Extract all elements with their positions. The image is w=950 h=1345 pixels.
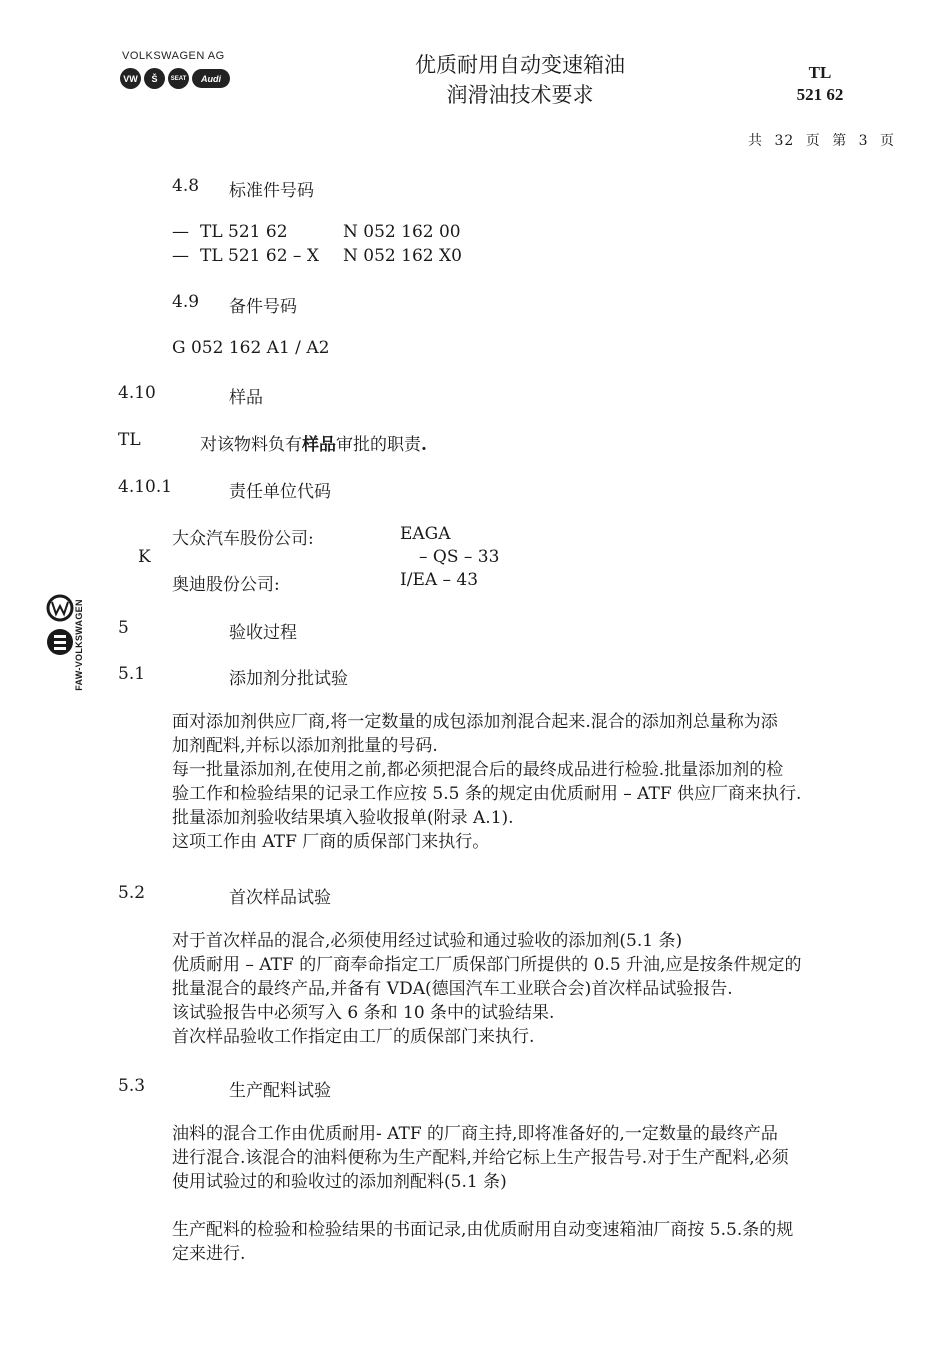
paragraph-line: 批量添加剂验收结果填入验收报单(附录 A.1). [172,808,514,828]
brand-logos [120,68,230,89]
paragraph-line: 验工作和检验结果的记录工作应按 5.5 条的规定由优质耐用 – ATF 供应厂商来执行. [172,784,802,804]
k-label: K [138,547,151,567]
doc-prefix: TL [808,63,832,82]
doc-number: 521 62 [796,85,844,104]
page-unit-1: 页 [805,133,821,149]
spare-part-number: G 052 162 A1 / A2 [172,338,330,358]
standard-code: TL 521 62 [200,222,288,242]
section-5-2-title: 首次样品试验 [229,888,331,908]
paragraph-line: 生产配料的检验和检验结果的书面记录,由优质耐用自动变速箱油厂商按 5.5.条的规 [172,1220,794,1240]
page-unit-2: 页 [880,133,896,149]
paragraph-line: 该试验报告中必须写入 6 条和 10 条中的试验结果. [172,1003,555,1023]
audi-company-code: I/EA – 43 [400,570,479,590]
paragraph-line: 优质耐用 – ATF 的厂商奉命指定工厂质保部门所提供的 0.5 升油,应是按条件规定的 [172,955,802,975]
section-4-10-1-number: 4.10.1 [118,477,173,497]
responsibility-text-bold: 样品 [302,435,336,455]
standard-code: TL 521 62 – X [200,246,319,266]
section-5-number: 5 [118,618,129,638]
section-5-1-title: 添加剂分批试验 [229,669,348,689]
vw-company-label: 大众汽车股份公司: [172,529,314,549]
responsibility-text-b: 审批的职责 [336,435,421,455]
page-total: 32 [774,133,795,149]
dash: — [172,222,189,242]
section-4-10-number: 4.10 [118,383,156,403]
page-current-label: 第 [832,133,848,149]
faw-volkswagen-logo [46,592,92,702]
sample-responsibility [200,430,427,455]
side-logo-text: FAW-VOLKSWAGEN [74,599,84,691]
section-5-2-number: 5.2 [118,883,146,903]
list-item [172,222,189,242]
tl-label: TL [118,430,141,450]
side-logo-text-wrap [72,592,86,702]
k-code: – QS – 33 [419,547,500,567]
document-number [775,62,865,106]
section-5-3-body-a [172,1122,872,1194]
paragraph-line: 使用试验过的和验收过的添加剂配料(5.1 条) [172,1172,507,1192]
dash: — [172,246,189,266]
paragraph-line: 首次样品验收工作指定由工厂的质保部门来执行. [172,1027,535,1047]
skoda-logo-icon: Š [144,68,165,89]
brand-name: VOLKSWAGEN AG [122,50,225,62]
section-5-3-body-b [172,1218,872,1266]
section-4-10-1-title: 责任单位代码 [229,482,331,502]
section-5-2-body [172,929,872,1049]
audi-company-label: 奥迪股份公司: [172,575,280,595]
section-4-9-number: 4.9 [172,292,200,312]
document-title [320,50,720,110]
standard-part-number: N 052 162 X0 [343,246,462,266]
paragraph-line: 进行混合.该混合的油料便称为生产配料,并给它标上生产报告号.对于生产配料,必须 [172,1148,789,1168]
paragraph-line: 加剂配料,并标以添加剂批量的号码. [172,736,438,756]
page-total-label: 共 [748,133,763,149]
responsibility-text-end: . [421,435,427,455]
vw-company-code: EAGA [400,524,451,544]
audi-logo-icon: Audi [192,69,230,88]
paragraph-line: 对于首次样品的混合,必须使用经过试验和通过验收的添加剂(5.1 条) [172,931,683,951]
list-item [172,246,189,266]
paragraph-line: 每一批量添加剂,在使用之前,都必须把混合后的最终成品进行检验.批量添加剂的检 [172,760,784,780]
paragraph-line: 定来进行. [172,1244,246,1264]
section-5-3-title: 生产配料试验 [229,1081,331,1101]
section-5-1-number: 5.1 [118,664,146,684]
page-info [748,130,901,150]
section-5-1-body [172,710,872,854]
paragraph-line: 油料的混合工作由优质耐用- ATF 的厂商主持,即将准备好的,一定数量的最终产品 [172,1124,778,1144]
section-5-3-number: 5.3 [118,1076,146,1096]
standard-part-number: N 052 162 00 [343,222,461,242]
paragraph-line: 面对添加剂供应厂商,将一定数量的成包添加剂混合起来.混合的添加剂总量称为添 [172,712,778,732]
section-5-title: 验收过程 [229,623,297,643]
vw-logo-icon: VW [120,68,141,89]
page-current: 3 [858,133,869,149]
section-4-8-title: 标准件号码 [229,181,314,201]
paragraph-line: 这项工作由 ATF 厂商的质保部门来执行。 [172,832,490,852]
paragraph-line: 批量混合的最终产品,并备有 VDA(德国汽车工业联合会)首次样品试验报告. [172,979,733,999]
section-4-8-number: 4.8 [172,176,200,196]
section-4-9-title: 备件号码 [229,297,297,317]
responsibility-text-a: 对该物料负有 [200,435,302,455]
title-line-1: 优质耐用自动变速箱油 [415,53,625,77]
title-line-2: 润滑油技术要求 [446,83,594,107]
seat-logo-icon: SEAT [168,68,189,89]
section-4-10-title: 样品 [229,388,263,408]
